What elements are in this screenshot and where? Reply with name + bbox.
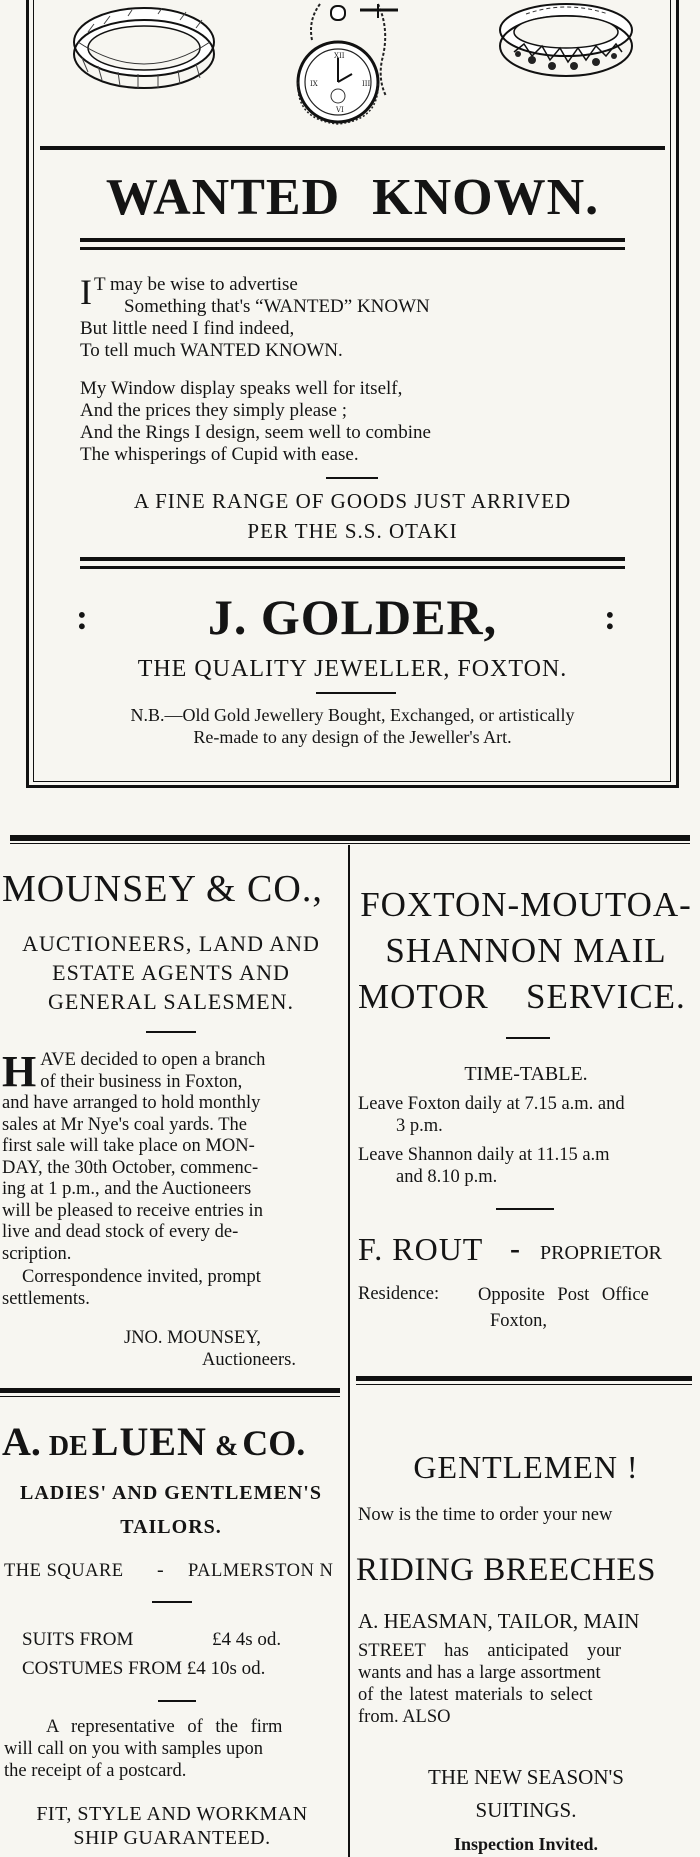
heasman-body-line: from. ALSO — [358, 1707, 451, 1727]
golder-name: J. GOLDER, — [207, 589, 498, 645]
svg-text:IX: IX — [310, 80, 318, 88]
mounsey-corr-line-1: Correspondence invited, prompt — [22, 1267, 261, 1287]
deluen-short-rule-2 — [158, 1700, 196, 1702]
golder-poem-line: And the prices they simply please ; — [80, 400, 347, 421]
golder-poem-line: But little need I find indeed, — [80, 318, 295, 339]
heasman-line-1: Now is the time to order your new — [358, 1505, 613, 1525]
mail-residence-value: Opposite Post Office — [478, 1285, 649, 1305]
golder-tagline: THE QUALITY JEWELLER, FOXTON. — [137, 656, 568, 682]
mounsey-body — [2, 1047, 340, 1310]
heasman-inspection: Inspection Invited. — [453, 1834, 599, 1854]
golder-border-left-inner — [33, 0, 34, 782]
deluen-costumes: COSTUMES FROM £4 10s od. — [22, 1658, 266, 1679]
page-heavy-rule-1 — [10, 835, 690, 841]
golder-poem-stanza-1 — [80, 274, 600, 362]
deluen-name-a: A. — [2, 1419, 41, 1464]
deluen-name-de: DE — [48, 1431, 88, 1462]
mail-short-rule-2 — [496, 1208, 554, 1210]
golder-double-rule-1a — [80, 238, 625, 242]
mounsey-sub-1: AUCTIONEERS, LAND AND — [22, 931, 320, 956]
mounsey-dropcap: H — [2, 1047, 37, 1096]
deluen-suits-price: £4 4s od. — [212, 1629, 282, 1650]
mail-title-1: FOXTON-MOUTOA- — [360, 885, 692, 924]
golder-range-line-2: PER THE S.S. OTAKI — [247, 519, 458, 543]
deluen-addr-dash: - — [157, 1559, 164, 1581]
mounsey-sub-2: ESTATE AGENTS AND — [52, 960, 290, 985]
mounsey-body-line: of their business in Foxton, — [40, 1071, 243, 1092]
golder-rule-top — [40, 146, 665, 150]
golder-poem-line: Something that's “WANTED” KNOWN — [124, 296, 430, 317]
golder-poem-line: The whisperings of Cupid with ease. — [80, 444, 359, 465]
golder-poem-line: My Window display speaks well for itself, — [80, 378, 403, 399]
heasman-season-1: THE NEW SEASON'S — [428, 1765, 624, 1789]
golder-colon-right: : — [604, 597, 616, 637]
deluen-fit-1: FIT, STYLE AND WORKMAN — [36, 1803, 308, 1825]
deluen-name-amp: & — [214, 1431, 239, 1462]
golder-poem-line: T may be wise to advertise — [94, 274, 298, 295]
mail-prop-name: F. ROUT — [358, 1231, 484, 1267]
golder-poem-dropcap: I — [80, 272, 92, 312]
mail-title-3a: MOTOR — [358, 977, 489, 1016]
mail-leave-1b: 3 p.m. — [396, 1116, 443, 1136]
left-heavy-rule-2 — [0, 1388, 340, 1393]
mounsey-short-rule — [146, 1031, 196, 1033]
deluen-rep-line: A representative of the firm — [46, 1717, 283, 1737]
mounsey-body-line: will be pleased to receive entries in — [2, 1200, 263, 1221]
right-heavy-rule-2 — [356, 1376, 692, 1381]
mounsey-body-line: sales at Mr Nye's coal yards. The — [2, 1114, 247, 1135]
mounsey-name: MOUNSEY & CO., — [2, 868, 323, 910]
deluen-rep — [4, 1716, 340, 1782]
svg-text:XII: XII — [334, 52, 345, 60]
heasman-body-line: STREET has anticipated your — [358, 1641, 622, 1661]
mounsey-body-line: AVE decided to open a branch — [40, 1050, 266, 1070]
deluen-fit-2: SHIP GUARANTEED. — [73, 1827, 271, 1849]
mounsey-sub-3: GENERAL SALESMEN. — [48, 989, 294, 1014]
mail-timetable: TIME-TABLE. — [464, 1063, 588, 1085]
svg-text:VI: VI — [336, 106, 344, 114]
heasman-riding: RIDING BREECHES — [356, 1552, 656, 1588]
mail-residence-town: Foxton, — [490, 1311, 548, 1331]
mounsey-body-line: DAY, the 30th October, commenc- — [2, 1157, 259, 1178]
golder-double-rule-1b — [80, 247, 625, 250]
deluen-addr-left: THE SQUARE — [4, 1561, 124, 1581]
deluen-name — [2, 1418, 342, 1465]
golder-border-bottom — [26, 785, 679, 788]
mounsey-body-line: scription. — [2, 1243, 72, 1264]
heasman-body-line: wants and has a large assortment — [358, 1663, 601, 1683]
mail-leave-2a: Leave Shannon daily at 11.15 a.m — [358, 1145, 610, 1165]
golder-double-rule-2b — [80, 566, 625, 569]
mail-residence-label: Residence: — [358, 1284, 440, 1304]
golder-short-rule-1 — [326, 477, 378, 479]
mail-short-rule-1 — [506, 1037, 550, 1039]
heasman-season-2: SUITINGS. — [475, 1798, 577, 1822]
deluen-addr-right: PALMERSTON N — [188, 1561, 334, 1581]
golder-colon-left: : — [76, 597, 88, 637]
heasman-headline: GENTLEMEN ! — [413, 1449, 639, 1485]
deluen-sub-1: LADIES' AND GENTLEMEN'S — [20, 1482, 322, 1504]
mounsey-sign-2: Auctioneers. — [202, 1350, 297, 1370]
golder-range-line-1: A FINE RANGE OF GOODS JUST ARRIVED — [133, 489, 572, 513]
mounsey-body-line: ing at 1 p.m., and the Auctioneers — [2, 1179, 252, 1199]
mounsey-body-line: first sale will take place on MON- — [2, 1136, 255, 1156]
heasman-name-line: A. HEASMAN, TAILOR, MAIN — [358, 1609, 640, 1633]
golder-border-right-inner — [670, 0, 671, 782]
deluen-rep-line: will call on you with samples upon — [4, 1739, 263, 1759]
column-divider — [348, 845, 350, 1857]
mail-leave-1a: Leave Foxton daily at 7.15 a.m. and — [358, 1094, 625, 1114]
right-rule-2-thin — [356, 1384, 692, 1385]
heasman-body-line: of the latest materials to select — [358, 1685, 593, 1705]
mail-title-2: SHANNON MAIL — [385, 931, 667, 970]
golder-short-rule-2 — [316, 692, 396, 694]
svg-text:III: III — [362, 80, 371, 88]
deluen-name-luen: LUEN — [91, 1419, 207, 1464]
golder-border-right — [676, 0, 679, 788]
golder-nb-line-2: Re-made to any design of the Jeweller's Art. — [193, 727, 512, 747]
golder-poem-line: And the Rings I design, seem well to combine — [80, 422, 431, 443]
pocket-watch-illustration — [290, 0, 410, 130]
mounsey-body-line: and have arranged to hold monthly — [2, 1093, 261, 1113]
mail-leave-2b: and 8.10 p.m. — [396, 1167, 498, 1187]
golder-border-left — [26, 0, 29, 788]
mail-prop-dash: - — [510, 1232, 520, 1265]
mail-title-3b: SERVICE. — [526, 977, 686, 1016]
mounsey-corr-line-2: settlements. — [2, 1288, 90, 1309]
golder-poem-stanza-2 — [80, 378, 620, 466]
deluen-short-rule-1 — [152, 1601, 192, 1603]
golder-poem-line: To tell much WANTED KNOWN. — [80, 340, 343, 361]
golder-border-bottom-inner — [33, 781, 671, 782]
mounsey-body-line: live and dead stock of every de- — [2, 1222, 239, 1242]
page-rule-1-thin — [10, 843, 690, 844]
bangle-illustration — [68, 2, 220, 94]
mounsey-sign-1: JNO. MOUNSEY, — [124, 1328, 261, 1348]
deluen-suits-label: SUITS FROM — [22, 1629, 134, 1650]
left-rule-2-thin — [0, 1396, 340, 1397]
deluen-name-co: CO. — [242, 1423, 306, 1463]
golder-double-rule-2a — [80, 557, 625, 561]
deluen-rep-line: the receipt of a postcard. — [4, 1761, 187, 1781]
golder-headline: WANTED KNOWN. — [105, 169, 600, 226]
deluen-sub-2: TAILORS. — [120, 1516, 222, 1538]
golder-nb-line-1: N.B.—Old Gold Jewellery Bought, Exchanged, or artistically — [130, 705, 575, 725]
mail-prop-title: PROPRIETOR — [540, 1242, 662, 1264]
jewelled-ring-illustration — [496, 0, 636, 88]
heasman-body — [358, 1640, 698, 1728]
